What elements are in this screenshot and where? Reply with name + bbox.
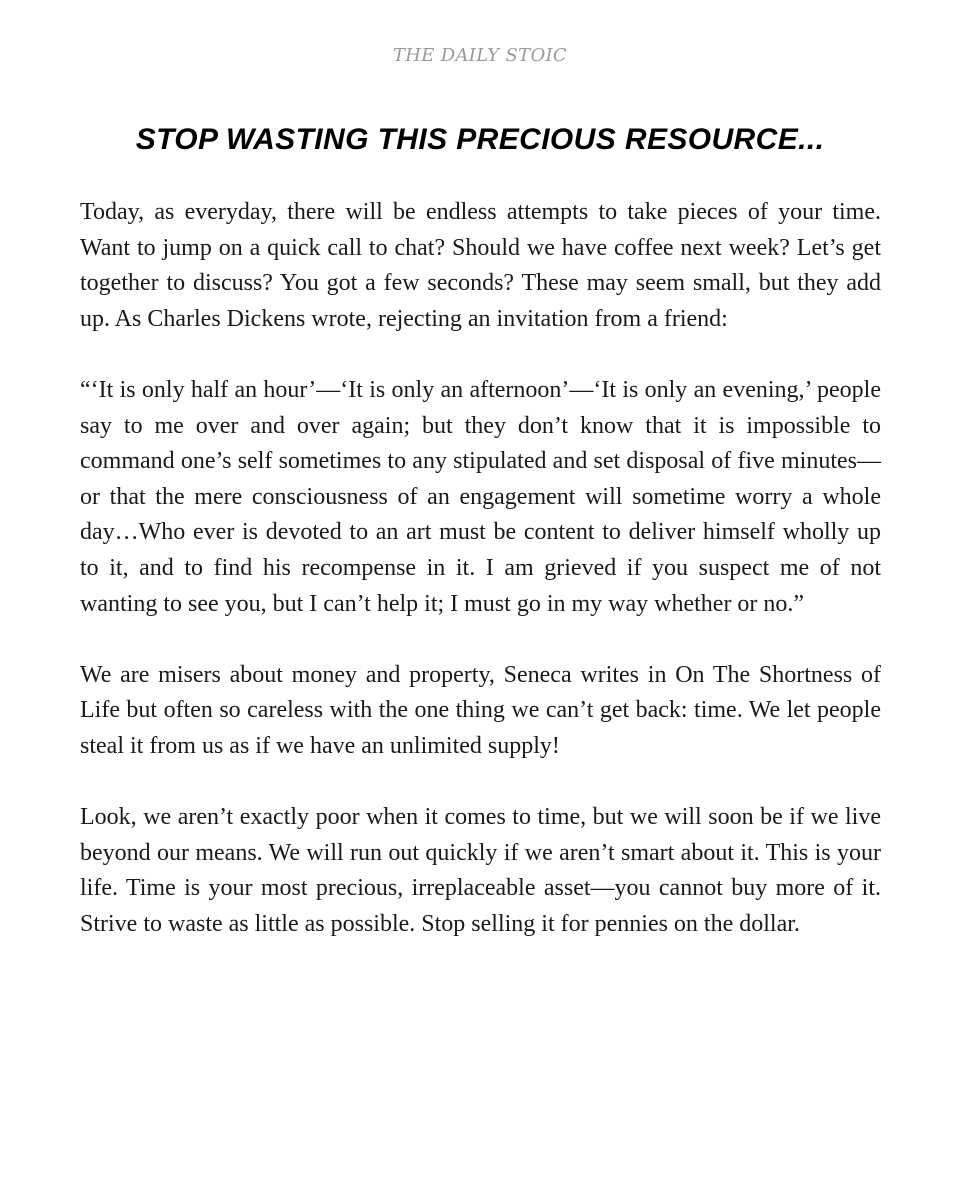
article-title: STOP WASTING THIS PRECIOUS RESOURCE... — [135, 123, 825, 156]
paragraph-conclusion: Look, we aren’t exactly poor when it comes to time, but we will soon be if we live beyond our means. We will run out quickly if we aren’t smart about it. This is your life. Time is your most precious, irreplaceable asset—you cannot buy more of it. Strive to waste as little as possible. Stop selling it for pennies on the dollar. — [80, 804, 881, 937]
paragraph-dickens-quote: “‘It is only half an hour’—‘It is only an afternoon’—‘It is only an evening,’ people say to me over and over again; but they don’t know that it is impossible to command one’s self sometimes to any stipulated and set disposal of five minutes—or that the mere consciousness of an engagement will sometime worry a whole day…Who ever is devoted to an art must be content to deliver himself wholly up to it, and to find his recompense in it. I am grieved if you suspect me of not wanting to see you, but I can’t help it; I must go in my way whether or no.” — [80, 376, 881, 617]
brand-header: THE DAILY STOIC — [393, 45, 567, 66]
paragraph-intro: Today, as everyday, there will be endless attempts to take pieces of your time. Want to jump on a quick call to chat? Should we have coffee next week? Let’s get together to discuss? You got a few seconds? These may seem small, but they add up. As Charles Dickens wrote, rejecting an invitation from a friend: — [80, 199, 881, 332]
paragraph-seneca: We are misers about money and property, Seneca writes in On The Shortness of Life but often so careless with the one thing we can’t get back: time. We let people steal it from us as if we have an unlimited supply! — [80, 661, 881, 759]
article-body — [80, 195, 881, 942]
